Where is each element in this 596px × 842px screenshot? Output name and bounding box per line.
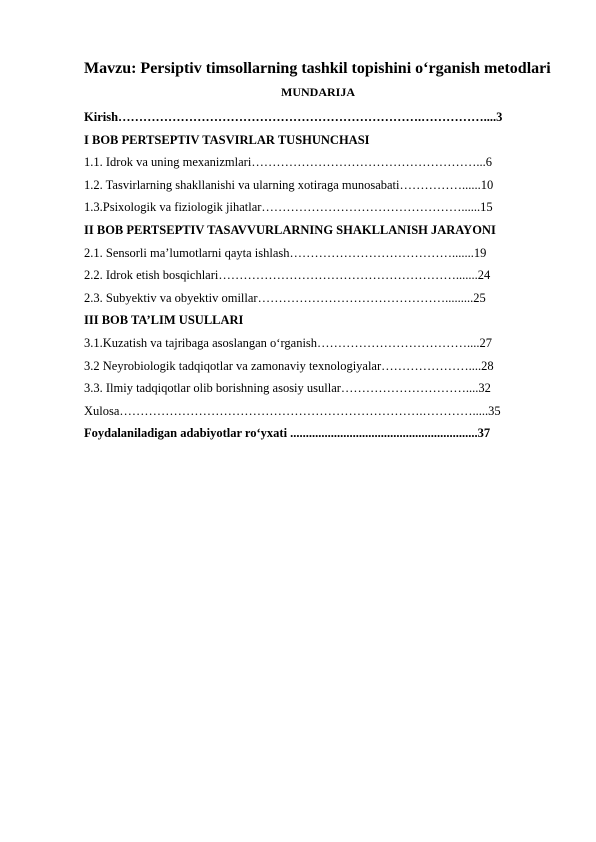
toc-section-2-1: 2.1. Sensorli ma’lumotlarni qayta ishlash………………………………….......19	[84, 245, 487, 260]
toc-section-2-2: 2.2. Idrok etish bosqichlari………………………………………………….......24	[84, 268, 491, 283]
toc-section-3-1: 3.1.Kuzatish va tajribaga asoslangan o‘rganish………………………………....27	[84, 335, 493, 350]
toc-section-3-2: 3.2 Neyrobiologik tadqiqotlar va zamonaviy texnologiyalar…………………....28	[84, 358, 494, 373]
table-of-contents-heading: MUNDARIJA	[281, 85, 355, 99]
toc-conclusion: Xulosa……………………………………………………………….………….....35	[84, 403, 501, 418]
toc-section-1-2: 1.2. Tasvirlarning shakllanishi va ularning xotiraga munosabati……………......10	[84, 177, 494, 192]
toc-chapter-2: II BOB PERTSEPTIV TASAVVURLARNING SHAKLLANISH JARAYONI	[84, 222, 496, 237]
toc-chapter-3: III BOB TA’LIM USULLARI	[84, 313, 244, 328]
table-of-contents	[84, 106, 554, 445]
toc-section-1-3: 1.3.Psixologik va fiziologik jihatlar…………………………………………......15	[84, 200, 493, 215]
toc-chapter-1: I BOB PERTSEPTIV TASVIRLAR TUSHUNCHASI	[84, 132, 370, 147]
toc-intro: Kirish……………………………………………………………….……………....3	[84, 110, 503, 124]
toc-section-1-1: 1.1. Idrok va uning mexanizmlari………………………………………………...6	[84, 155, 492, 170]
toc-section-3-3: 3.3. Ilmiy tadqiqotlar olib borishning asosiy usullar…………………………....32	[84, 381, 491, 396]
toc-section-2-3: 2.3. Subyektiv va obyektiv omillar……………………………………….........25	[84, 290, 486, 305]
toc-references: Foydalaniladigan adabiyotlar ro‘yxati ............................................................37	[84, 426, 491, 441]
document-title: Mavzu: Persiptiv timsollarning tashkil topishini o‘rganish metodlari	[84, 60, 551, 77]
